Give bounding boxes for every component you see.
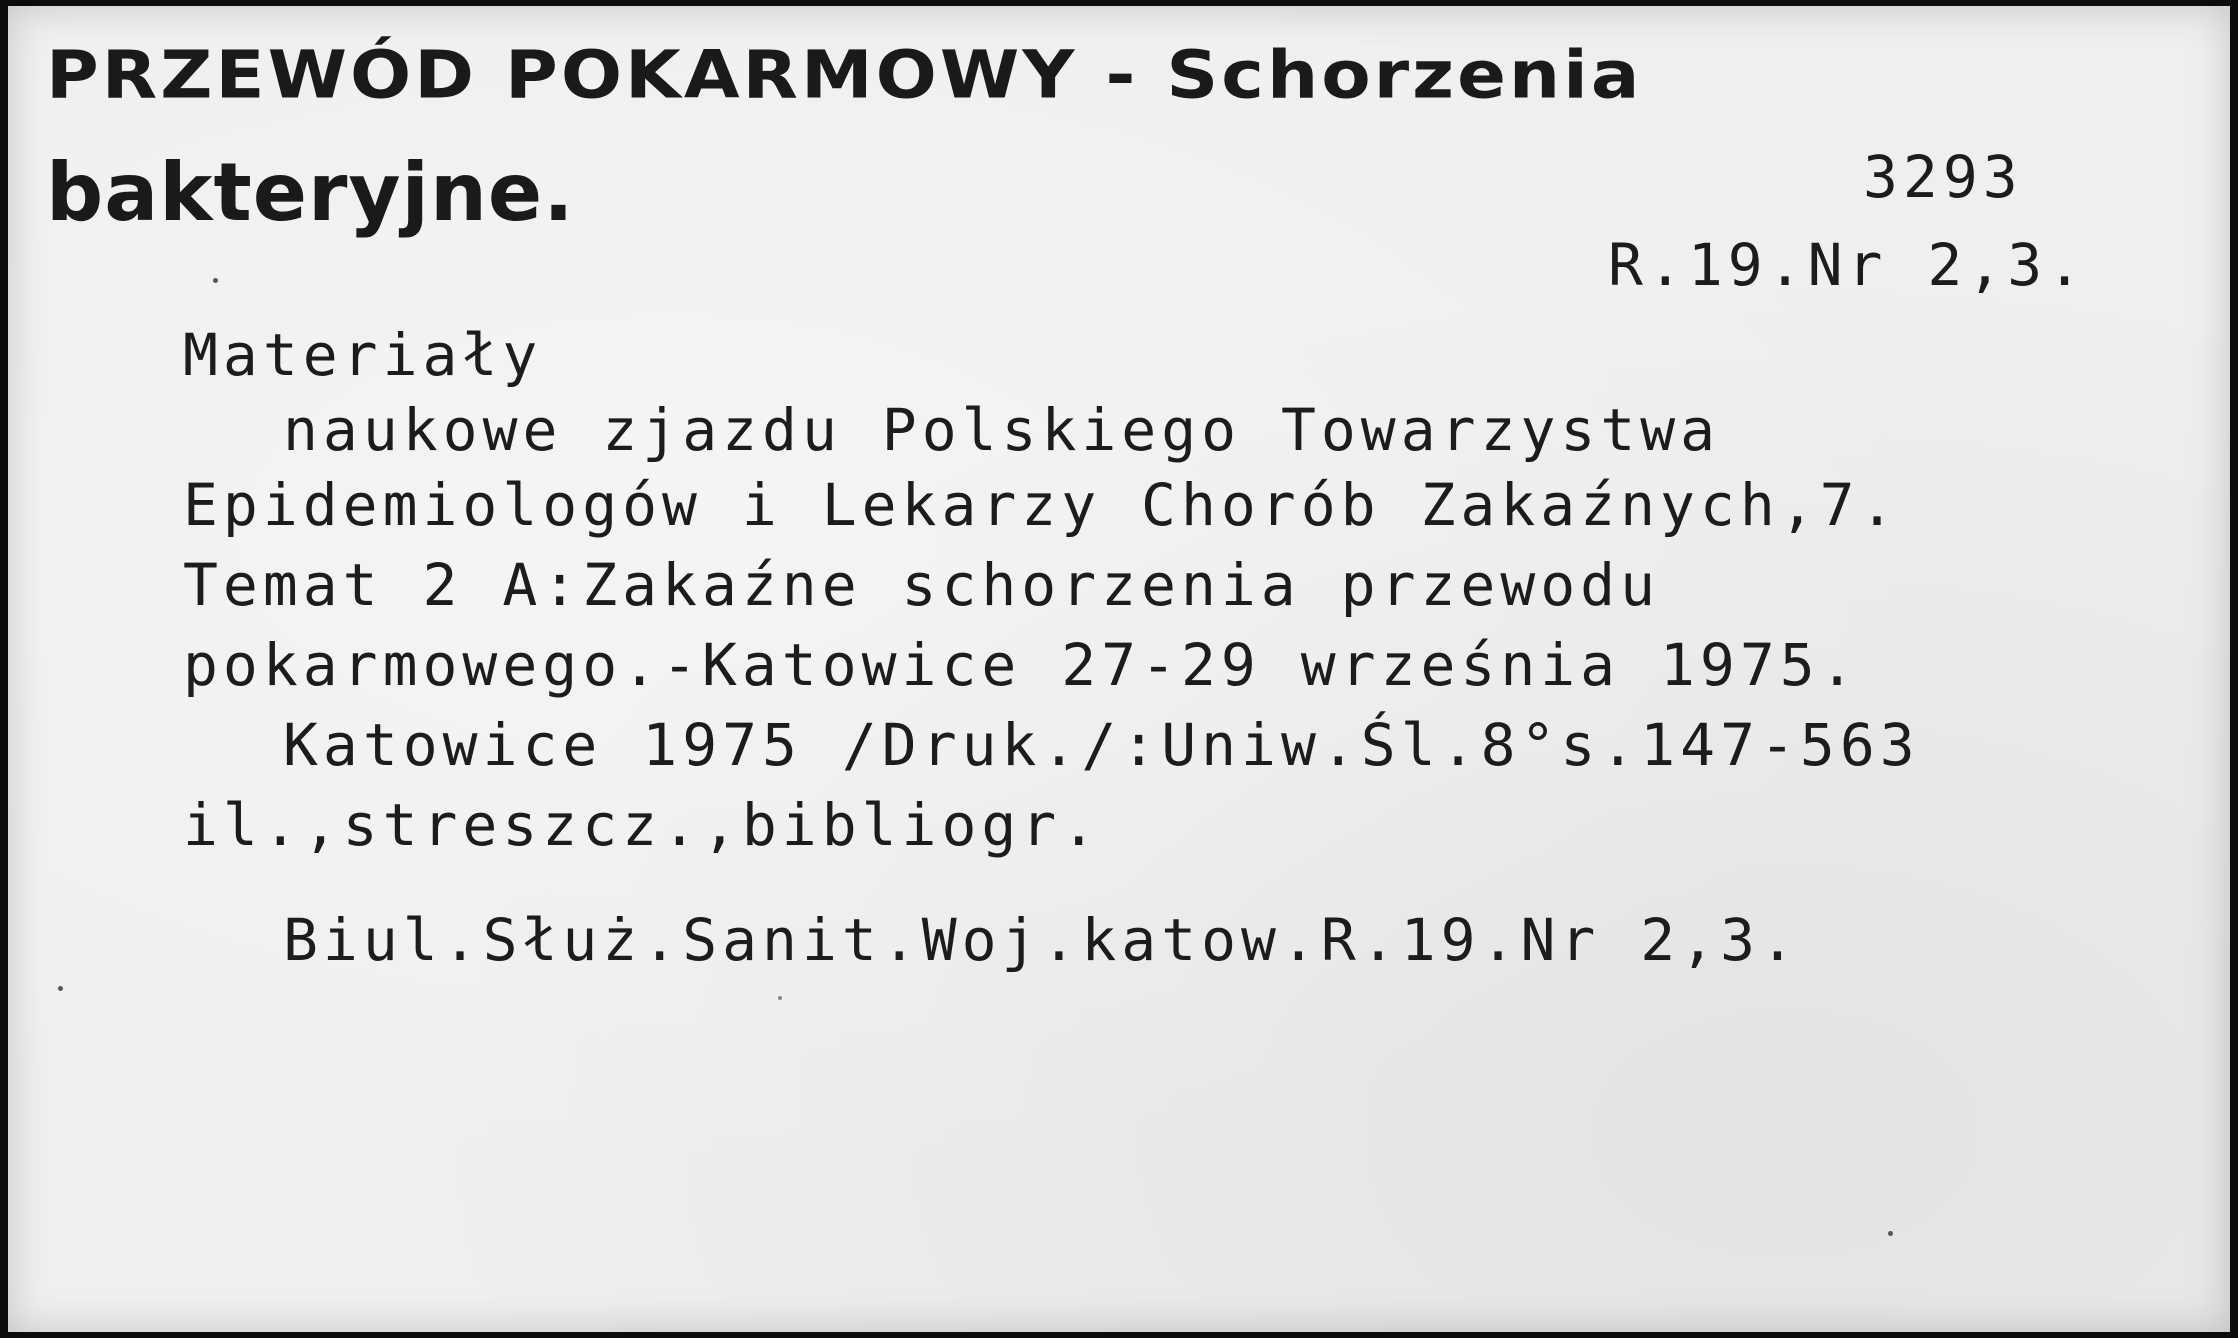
catalog-card — [8, 6, 2230, 1332]
reference-number: R.19.Nr 2,3. — [1608, 231, 2088, 299]
ink-speck — [58, 986, 63, 991]
subject-heading-line-1: PRZEWÓD POKARMOWY - Schorzenia — [46, 36, 1643, 114]
description-line: il.,streszcz.,bibliogr. — [183, 791, 1102, 859]
title-line: naukowe zjazdu Polskiego Towarzystwa — [283, 396, 1721, 464]
subject-heading-line-2: bakteryjne. — [46, 146, 575, 239]
ink-speck — [778, 996, 782, 1000]
series-line: Biul.Służ.Sanit.Woj.katow.R.19.Nr 2,3. — [283, 906, 1800, 974]
imprint-line: Katowice 1975 /Druk./:Uniw.Śl.8°s.147-563 — [283, 711, 1920, 779]
title-line: pokarmowego.-Katowice 27-29 września 1975. — [183, 631, 1860, 699]
title-line: Epidemiologów i Lekarzy Chorób Zakaźnych,7. — [183, 471, 1900, 539]
title-line: Materiały — [183, 321, 543, 389]
ink-speck — [1888, 1231, 1893, 1236]
ink-speck — [213, 278, 218, 283]
title-line: Temat 2 A:Zakaźne schorzenia przewodu — [183, 551, 1661, 619]
call-number: 3293 — [1863, 143, 2023, 211]
